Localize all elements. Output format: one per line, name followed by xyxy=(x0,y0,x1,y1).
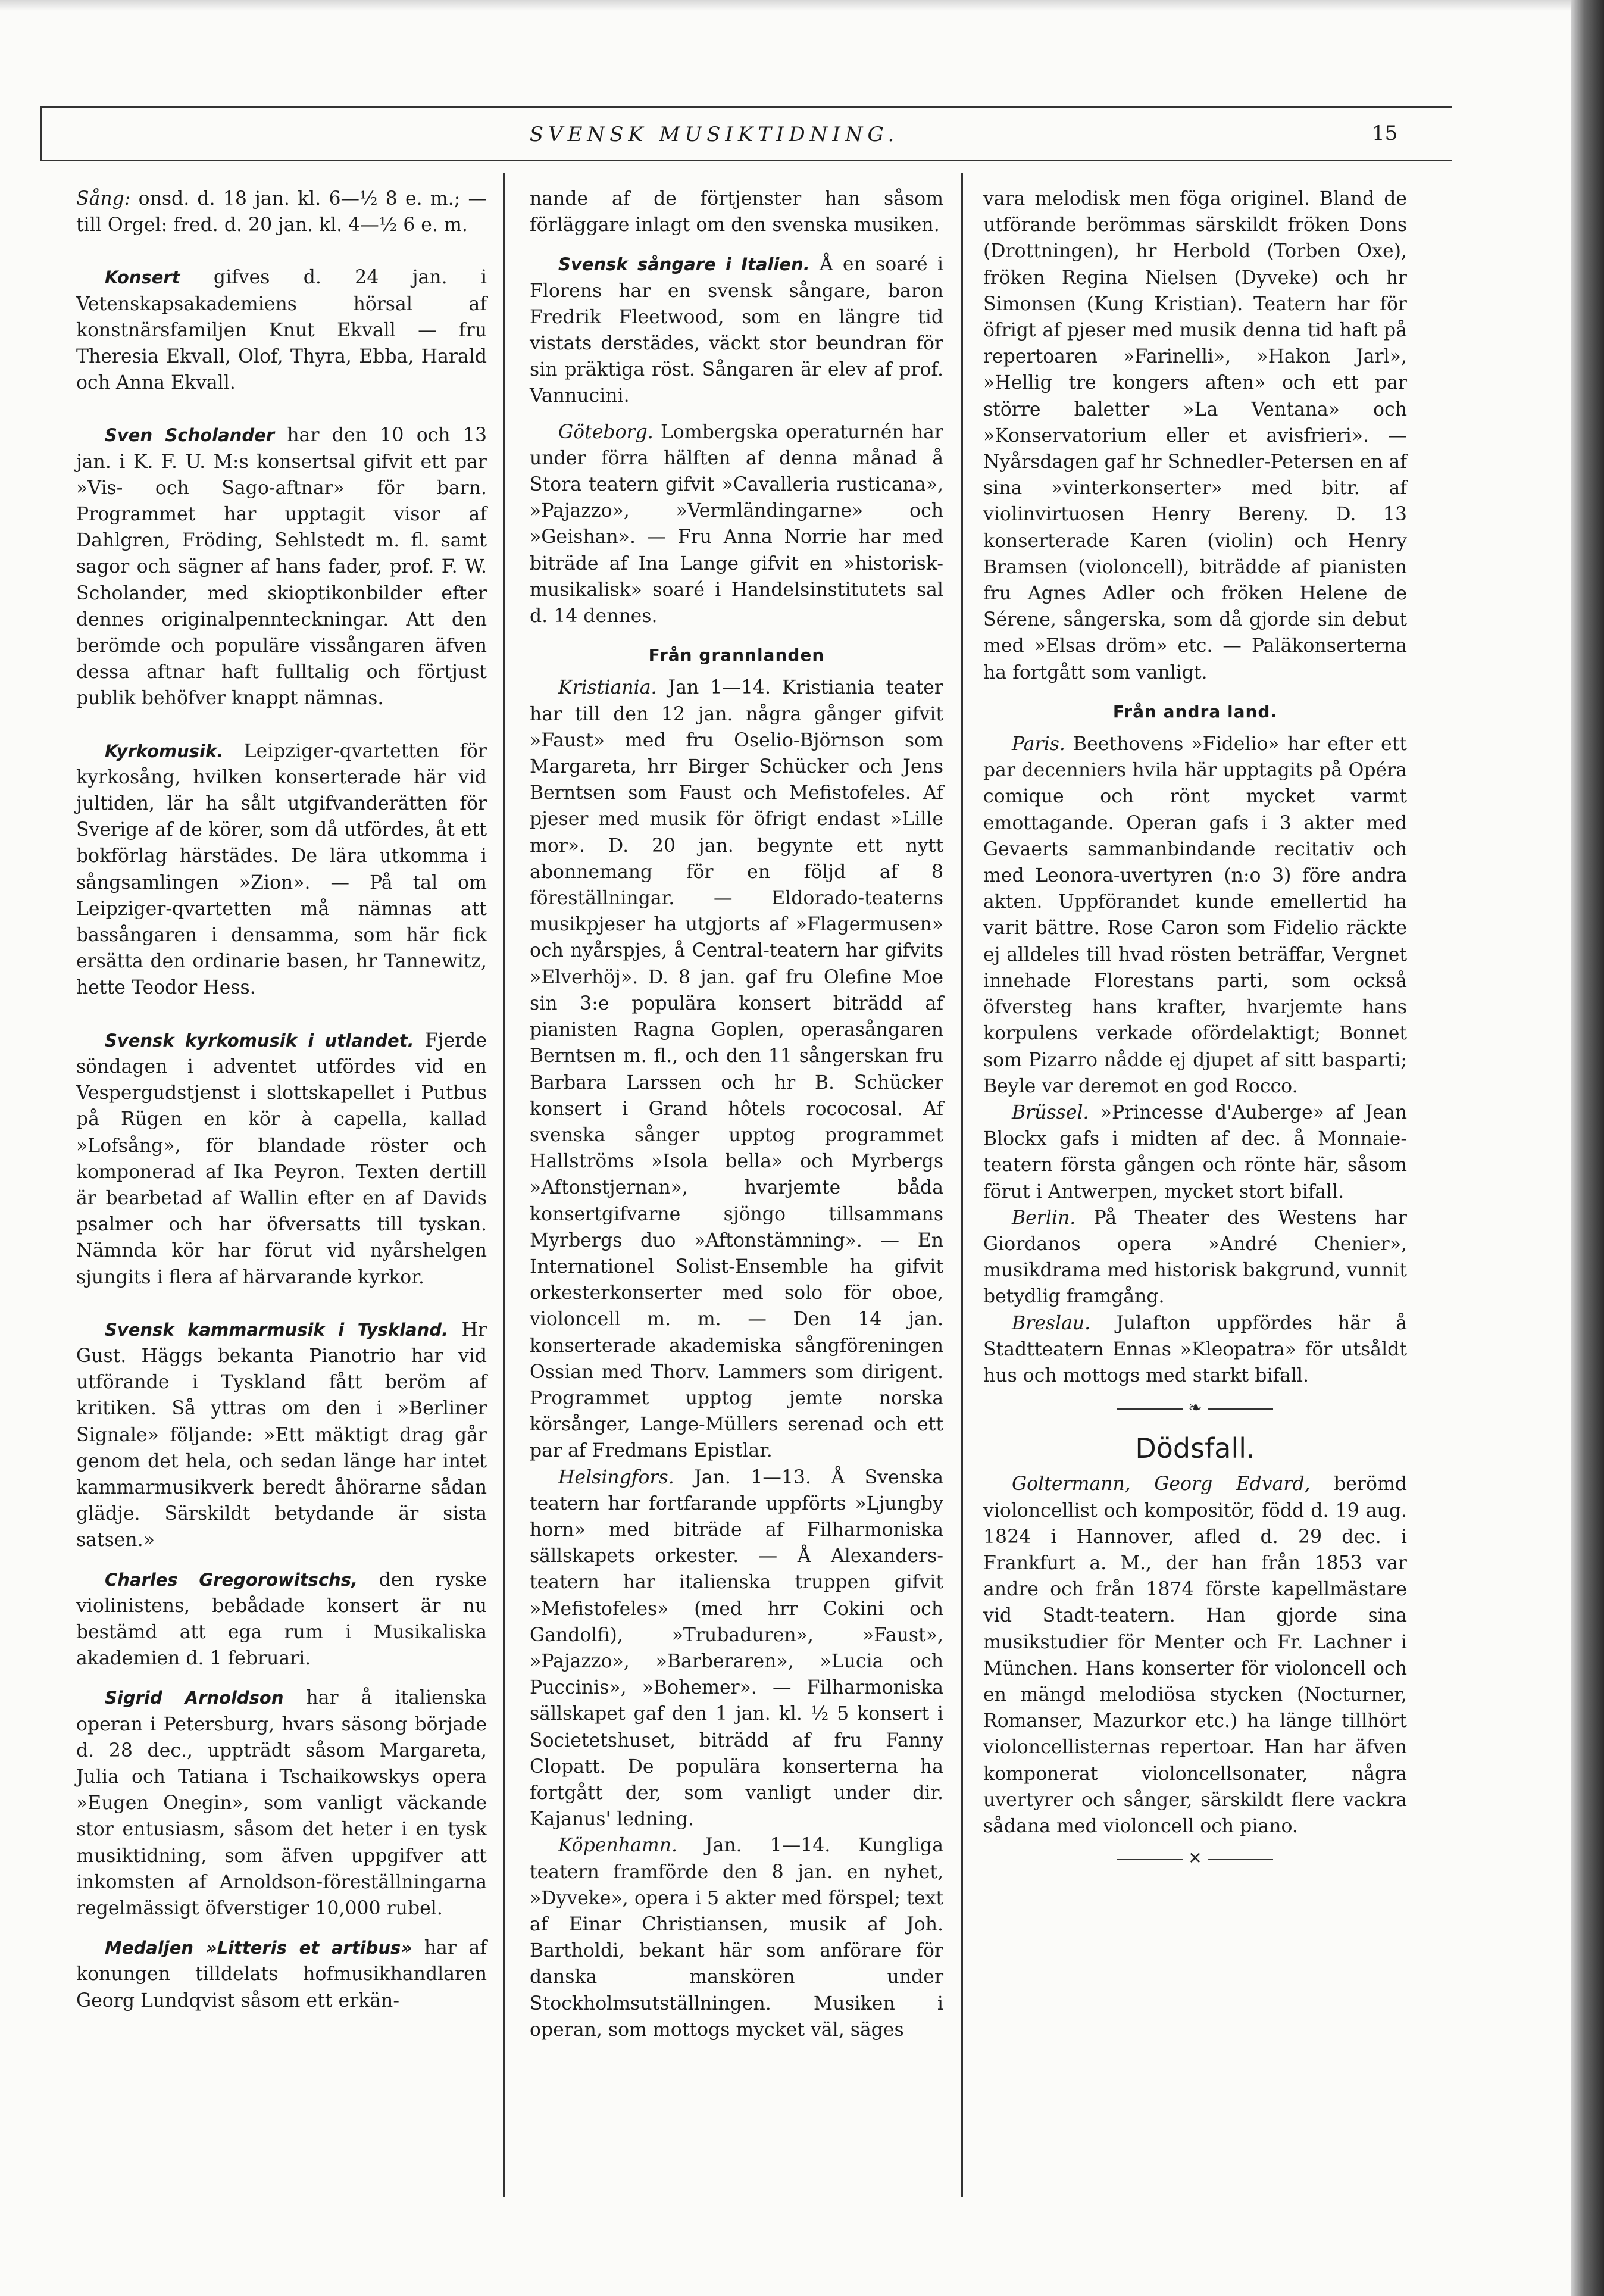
article-kammarmusik xyxy=(76,1317,487,1554)
article-text: onsd. d. 18 jan. kl. 6—½ 8 e. m.; — till Orgel: fred. d. 20 jan. kl. 4—½ 6 e. m. xyxy=(76,188,487,236)
column-3 xyxy=(983,186,1407,1878)
column-divider-1 xyxy=(503,173,505,2197)
article-lead: Sigrid Arnoldson xyxy=(105,1688,284,1708)
article-text: Jan 1—14. Kristiania teater har till den 12 jan. några gånger gifvit »Faust» med fru Oselio-Björnson som Margareta, hrr Birger Schücker och Jens Berntsen som Faust och Mefistofeles. Af pjeser med musik för öfrigt endast »Lille mor». D. 20 jan. begynte ett nytt abonnemang för en följd af 8 föreställningar. — Eldorado-teaterns musikpjeser ha utgjorts af »Flagermusen» och nyårspjes, å Central-teatern har gifvits »Elverhöj». D. 8 jan. gaf fru Olefine Moe sin 3:e populära konsert biträdd af pianisten Ragna Goplen, operasångaren Berntsen m. fl., och den 11 sångerskan fru Barbara Larssen och hr B. Schücker konsert i Grand hôtels rococosal. Af svenska sånger upptog programmet Hallströms »Isola bella» och Myrbergs »Aftonstjernan», hvarjemte båda konsertgifvarne sjöngo tillsammans Myrbergs duo »Aftonstämning». — En Internationel Solist-Ensemble ha gifvit orkesterkonserter med solo för oboe, violoncell m. m. — Den 14 jan. konserterade akademiska sångföreningen Ossian med Thorv. Lammers som dirigent. Programmet upptog jemte norska körsånger, Lange-Müllers serenad och ett par af Fredmans Epistlar. xyxy=(530,677,943,1462)
section-heading-andra-land: Från andra land. xyxy=(1112,701,1278,721)
article-helsingfors xyxy=(530,1464,943,1833)
article-text: berömd violoncellist och kompositör, född d. 19 aug. 1824 i Hannover, afled d. 29 dec. i Frankfurt a. M., der han från 1853 var andre och från 1874 förste kapellmästare vid Stadt-teatern. Han gjorde sina musikstudier för Menter och Fr. Lachner i München. Hans konserter för violoncell och en mängd melodiösa stycken (Nocturner, Romanser, Mazurkor etc.) ha länge tillhört violoncellisternas repertoar. Han har äfven komponerat violoncellsonater, några uvertyrer och sånger, särskildt flere vackra sådana med violoncell och piano. xyxy=(983,1473,1407,1837)
article-text: gifves d. 24 jan. i Vetenskapsakademiens hörsal af konstnärsfamiljen Knut Ekvall — fru Theresia Ekvall, Olof, Thyra, Ebba, Harald och Anna Ekvall. xyxy=(76,267,487,394)
page-number: 15 xyxy=(1372,121,1398,145)
article-goteborg xyxy=(530,419,943,630)
article-text: Lombergska operaturnén har under förra hälften af denna månad å Stora teatern gifvit »Cavalleria rusticana», »Pajazzo», »Vermländingarne» och »Geishan». — Fru Anna Norrie har med biträde af Ina Lange gifvit en »historisk-musikalisk» soaré i Handelsinstitutets sal d. 14 dennes. xyxy=(530,421,943,627)
article-medaljen xyxy=(76,1935,487,2014)
article-goltermann xyxy=(983,1471,1407,1839)
article-lead: Medaljen »Litteris et artibus» xyxy=(105,1938,412,1958)
article-text: har å italienska operan i Petersburg, hvars säsong började d. 28 dec., uppträdt såsom Margareta, Julia och Tatiana i Tschaikowskys opera »Eugen Onegin», som vanligt väckande stor entusiasm, såsom det heter i en tysk musiktidning, som äfven uppgifver att inkomsten af Arnoldson-föreställningarna regelmässigt öfverstiger 10,000 rubel. xyxy=(76,1687,487,1919)
article-lead: Göteborg. xyxy=(558,421,654,443)
column-1 xyxy=(76,186,487,2014)
book-spine xyxy=(1571,0,1604,2296)
column-divider-2 xyxy=(961,173,963,2197)
article-text: Fjerde söndagen i adventet utfördes vid en Vespergudstjenst i slottskapellet i Putbus på Rügen en kör à capella, kallad »Lofsång», för blandade röster och komponerad af Ika Peyron. Texten dertill är bearbetad af Wallin efter en af Davids psalmer och har öfversatts till tyskan. Nämnda kör har förut vid nyårshelgen sjungits i flera af härvarande kyrkor. xyxy=(76,1029,487,1288)
article-konsert xyxy=(76,264,487,396)
article-lead: Köpenhamn. xyxy=(558,1835,677,1857)
article-svensk-sangare xyxy=(530,251,943,409)
article-lead: Svensk kammarmusik i Tyskland. xyxy=(105,1319,449,1340)
article-text: Jan. 1—13. Å Svenska teatern har fortfarande uppförts »Ljungby horn» med biträde af Filharmoniska sällskapets orkester. — Å Alexanders-teatern har italienska truppen gifvit »Mefistofeles» (med hrr Cokini och Gandolfi), »Trubaduren», »Faust», »Pajazzo», »Barberaren», »Lucia och Puccinis», »Bohemer». — Filharmoniska sällskapet gaf den 1 jan. kl. ½ 5 konsert i Societetshuset, biträdd af fru Fanny Clopatt. De populära konserterna ha fortgått der, som vanligt under dir. Kajanus' ledning. xyxy=(530,1466,943,1830)
article-gregorowitsch xyxy=(76,1567,487,1672)
article-lead: Charles Gregorowitschs, xyxy=(105,1569,358,1590)
section-heading-grannlanden: Från grannlanden xyxy=(648,645,825,666)
article-breslau xyxy=(983,1310,1407,1389)
article-text: den ryske violinistens, bebådade konsert är nu bestämd att ega rum i Musikaliska akademien d. 1 februari. xyxy=(76,1569,487,1670)
article-lead: Goltermann, Georg Edvard, xyxy=(1012,1473,1311,1495)
end-ornament-icon: ✕ xyxy=(983,1847,1407,1870)
article-brussel xyxy=(983,1099,1407,1205)
article-kopenhamn xyxy=(530,1832,943,2043)
article-berlin xyxy=(983,1205,1407,1310)
article-text: har den 10 och 13 jan. i K. F. U. M:s konsertsal gifvit ett par »Vis- och Sago-aftnar» för barn. Programmet har upptagit visor af Dahlgren, Fröding, Sehlstedt m. fl. samt sagor och sägner af hans fader, prof. F. W. Scholander, med skioptikonbilder efter dennes originalpennteckningar. Att den berömde och populäre vissångaren äfven dessa aftnar haft fulltalig och förtjust publik behöfver knappt nämnas. xyxy=(76,424,487,710)
article-text: Hr Gust. Häggs bekanta Pianotrio har vid utförande i Tyskland fått beröm af kritiken. Så yttras om den i »Berliner Signale» följande: »Ett mäktigt drag går genom det hela, och sedan länge har intet kammarmusikverk beredt åhörarne sådan glädje. Särskildt betydande är sista satsen.» xyxy=(76,1319,487,1551)
article-text: Leipziger-qvartetten för kyrkosång, hvilken konserterade här vid jultiden, lär ha sålt utgifvanderätten för Sverige af de körer, som då utfördes, åt ett bokförlag härstädes. De lära utkomma i sångsamlingen »Zion». — På tal om Leipziger-qvartetten må nämnas att bassångaren i densamma, som här fick ersätta den ordinarie basen, hr Tannewitz, hette Teodor Hess. xyxy=(76,740,487,999)
article-lead: Berlin. xyxy=(1012,1207,1076,1229)
article-continued: nande af de förtjenster han såsom förläggare inlagt om den svenska musiken. xyxy=(530,188,943,236)
article-text: Å en soaré i Florens har en svensk sångare, baron Fredrik Fleetwood, som en längre tid vistats derstädes, väckt stor beundran för sin präktiga röst. Sångaren är elev af prof. Vannucini. xyxy=(530,254,943,407)
header-bottom-rule xyxy=(40,160,1452,161)
article-lead: Paris. xyxy=(1012,733,1065,755)
article-text: Julafton uppfördes här å Stadtteatern Ennas »Kleopatra» för utsåldt hus och mottogs med starkt bifall. xyxy=(983,1312,1407,1386)
ornament-divider-icon: ❧ xyxy=(983,1396,1407,1420)
article-lead: Svensk kyrkomusik i utlandet. xyxy=(105,1030,414,1051)
header-top-rule xyxy=(40,106,1452,108)
article-text: Beethovens »Fidelio» har efter ett par decenniers hvila här upptagits på Opéra comique och rönt mycket varmt emottagande. Operan gafs i 3 akter med Gevaerts sammanbindande recitativ och med Leonora-uvertyren (n:o 3) före andra akten. Uppförandet kunde emellertid ha varit bättre. Rose Caron som Fidelio räckte ej alldeles till hvad rösten beträffar, Vergnet innehade Florestans parti, som också öfversteg hans krafter, hvarjemte hans korpulens verkade ofördelaktigt; Bonnet som Pizarro nådde ej djupet af sitt basparti; Beyle var deremot en god Rocco. xyxy=(983,733,1407,1097)
article-lead: Breslau. xyxy=(1012,1312,1091,1334)
article-arnoldson xyxy=(76,1685,487,1922)
article-kristiania xyxy=(530,674,943,1464)
article-text: »Princesse d'Auberge» af Jean Blockx gafs i midten af dec. å Monnaie-teatern första gången och rönte här, såsom förut i Antwerpen, mycket stort bifall. xyxy=(983,1101,1407,1202)
article-lead: Konsert xyxy=(105,267,180,288)
article-lead: Sven Scholander xyxy=(105,425,275,446)
article-scholander xyxy=(76,422,487,711)
article-lead: Svensk sångare i Italien. xyxy=(558,254,810,275)
article-kyrkomusik xyxy=(76,738,487,1001)
scan-shadow xyxy=(0,0,1571,11)
article-kyrkomusik-utlandet xyxy=(76,1027,487,1291)
article-text: På Theater des Westens har Giordanos opera »André Chenier», musikdrama med historisk bakgrund, vunnit betydlig framgång. xyxy=(983,1207,1407,1308)
article-lead: Sång: xyxy=(76,188,131,210)
running-header: SVENSK MUSIKTIDNING. xyxy=(529,123,899,146)
article-continued: vara melodisk men föga originel. Bland de utförande berömmas särskildt fröken Dons (Drottningen), hr Herbold (Torben Oxe), fröken Regina Nielsen (Dyveke) och hr Simonsen (Kung Kristian). Teatern har för öfrigt af pjeser med musik denna tid haft på repertoaren »Farinelli», »Hakon Jarl», »Hellig tre kongers aften» och ett par större baletter »La Ventana» och »Konservatorium eller et avisfrieri». — Nyårsdagen gaf hr Schnedler-Petersen en af sina »vinterkonserter» med bitr. af violinvirtuosen Henry Bereny. D. 13 konserterade Karen (violin) och Henry Bramsen (violoncell), biträdde af pianisten fru Agnes Adler och fröken Helene de Sérene, sångerska, som då gjorde sin debut med »Elsas dröm» etc. — Paläkonserterna ha fortgått som vanligt. xyxy=(983,188,1407,683)
article-lead: Helsingfors. xyxy=(558,1466,674,1488)
article-lead: Kyrkomusik. xyxy=(105,741,224,761)
left-frame-rule xyxy=(40,106,42,161)
article-lead: Kristiania. xyxy=(558,677,657,699)
article-paris xyxy=(983,731,1407,1099)
section-heading-dodsfall: Dödsfall. xyxy=(1135,1432,1255,1465)
article-sang xyxy=(76,186,487,238)
article-lead: Brüssel. xyxy=(1012,1101,1089,1123)
article-text: Jan. 1—14. Kungliga teatern framförde den 8 jan. en nyhet, »Dyveke», opera i 5 akter med förspel; text af Einar Christiansen, musik af Joh. Bartholdi, bekant här som anförare för danska manskören under Stockholmsutställningen. Musiken i operan, som mottogs mycket väl, säges xyxy=(530,1835,943,2041)
article-text: har af konungen tilldelats hofmusikhandlaren Georg Lundqvist såsom ett erkän- xyxy=(76,1937,487,2011)
column-2 xyxy=(530,186,943,2043)
